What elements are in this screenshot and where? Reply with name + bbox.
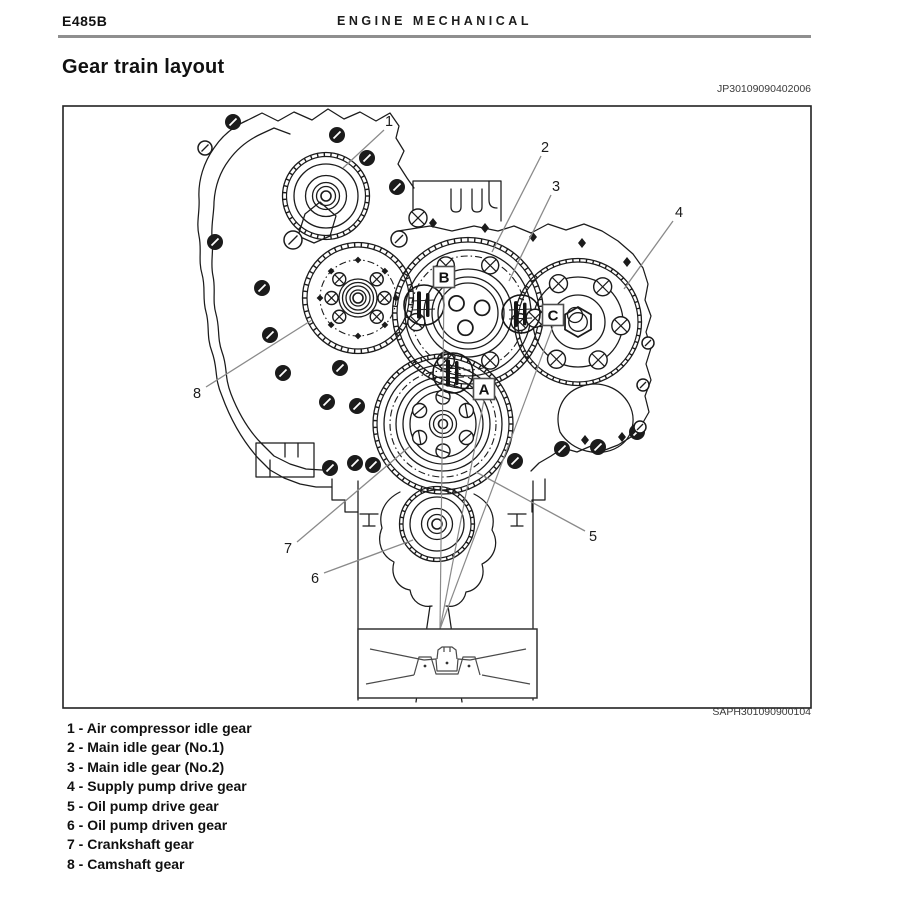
callout-number-3: 3 [551, 179, 561, 195]
legend-item-8: 8 - Camshaft gear [67, 855, 185, 872]
callout-number-6: 6 [310, 571, 320, 587]
legend-item-3: 3 - Main idle gear (No.2) [67, 758, 225, 775]
callout-number-1: 1 [384, 114, 394, 130]
legend-item-6: 6 - Oil pump driven gear [67, 817, 228, 834]
callout-number-2: 2 [540, 140, 550, 156]
callout-number-8: 8 [192, 386, 202, 402]
tooth-mesh-inset [358, 629, 537, 698]
figure-ref-code-top: JP30109090402006 [716, 83, 811, 95]
section-title: ENGINE MECHANICAL [337, 14, 532, 28]
legend-item-5: 5 - Oil pump drive gear [67, 797, 219, 814]
letter-label-C: C [547, 307, 559, 325]
page-title: Gear train layout [62, 56, 225, 78]
figure-frame [63, 106, 811, 708]
letter-label-B: B [438, 269, 450, 287]
legend-item-4: 4 - Supply pump drive gear [67, 778, 247, 795]
supply-pump-drive-gear [515, 259, 642, 386]
legend-item-1: 1 - Air compressor idle gear [67, 720, 252, 736]
callout-number-5: 5 [588, 529, 598, 545]
letter-label-A: A [478, 381, 490, 399]
legend-item-7: 7 - Crankshaft gear [67, 836, 194, 853]
legend-list [67, 719, 252, 874]
callout-number-7: 7 [283, 541, 293, 557]
callout-number-4: 4 [674, 205, 684, 221]
legend-item-2: 2 - Main idle gear (No.1) [67, 739, 225, 756]
figure-ref-code-bottom: SAPH301090900104 [712, 706, 811, 718]
doc-code: E485B [62, 13, 108, 29]
